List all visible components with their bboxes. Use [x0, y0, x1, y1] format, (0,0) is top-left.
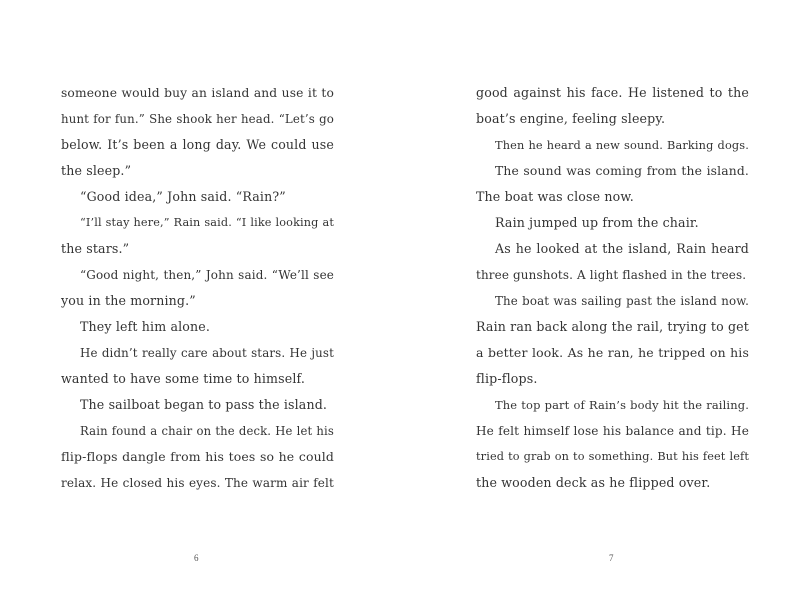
text-line: a better look. As he ran, he tripped on his	[476, 345, 749, 360]
text-line: the wooden deck as he flipped over.	[476, 475, 711, 490]
text-line: hunt for fun.” She shook her head. “Let’s go	[61, 112, 334, 126]
page-number-left: 6	[194, 553, 199, 563]
text-line: “Good night, then,” John said. “We’ll see	[80, 268, 334, 282]
text-line: the stars.”	[61, 241, 130, 256]
text-line: flip-flops dangle from his toes so he could	[61, 449, 334, 464]
text-line: As he looked at the island, Rain heard	[495, 241, 749, 256]
text-line: He felt himself lose his balance and tip. He	[476, 424, 749, 438]
text-line: The sailboat began to pass the island.	[80, 397, 328, 412]
text-line: flip-flops.	[476, 371, 538, 386]
text-line: “Good idea,” John said. “Rain?”	[80, 189, 286, 204]
text-line: Rain found a chair on the deck. He let his	[80, 424, 334, 438]
text-line: Rain jumped up from the chair.	[495, 215, 699, 230]
text-line: relax. He closed his eyes. The warm air felt	[61, 476, 334, 490]
left-page-text	[61, 80, 334, 496]
text-line: someone would buy an island and use it to	[61, 86, 334, 100]
text-line: below. It’s been a long day. We could use	[61, 137, 334, 152]
text-line: The top part of Rain’s body hit the railing.	[495, 398, 749, 412]
right-page-text	[476, 80, 749, 496]
text-line: good against his face. He listened to the	[476, 85, 749, 100]
page-number-right: 7	[609, 553, 614, 563]
text-line: He didn’t really care about stars. He just	[80, 346, 334, 360]
text-line: They left him alone.	[80, 319, 211, 334]
text-line: you in the morning.”	[61, 293, 196, 308]
text-line: The boat was close now.	[476, 189, 634, 204]
text-line: The sound was coming from the island.	[495, 164, 749, 178]
text-line: Rain ran back along the rail, trying to get	[476, 319, 749, 334]
text-line: wanted to have some time to himself.	[61, 371, 306, 386]
text-line: “I’ll stay here,” Rain said. “I like looking at	[80, 216, 334, 229]
text-line: boat’s engine, feeling sleepy.	[476, 111, 666, 126]
text-line: three gunshots. A light flashed in the trees.	[476, 268, 747, 282]
text-line: tried to grab on to something. But his feet left	[476, 450, 749, 463]
text-line: The boat was sailing past the island now.	[495, 294, 749, 308]
text-line: Then he heard a new sound. Barking dogs.	[495, 138, 749, 152]
text-line: the sleep.”	[61, 163, 132, 178]
